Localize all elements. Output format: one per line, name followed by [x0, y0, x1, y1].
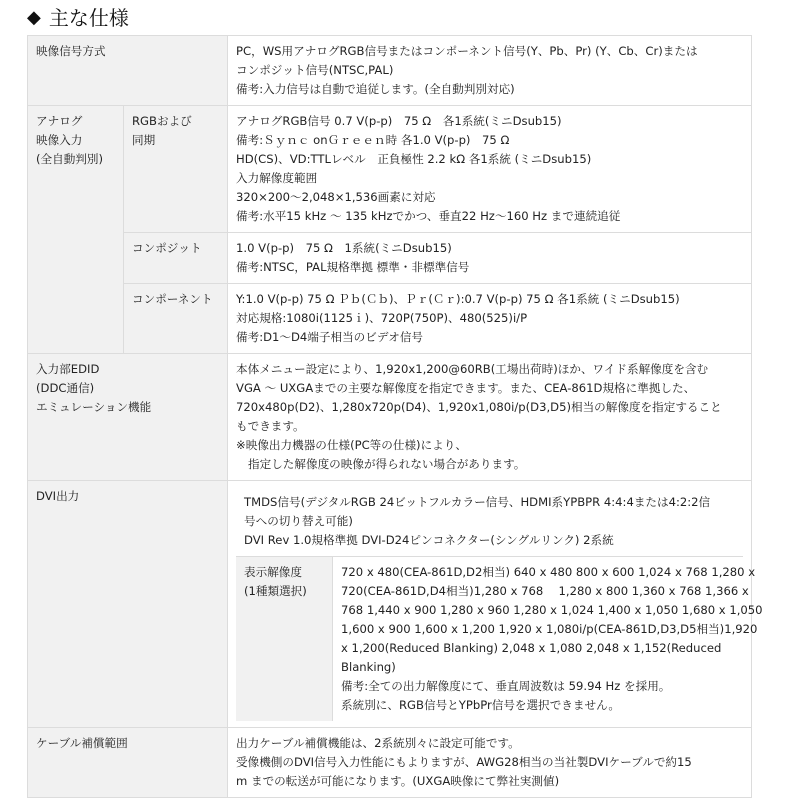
label-text: コンポジット — [132, 241, 202, 255]
value-line: 受像機側のDVI信号入力性能にもよりますが、AWG28相当の当社製DVIケーブルで約15 — [236, 755, 692, 769]
value-line: 720 x 480(CEA-861D,D2相当) 640 x 480 800 x 600 1,024 x 768 1,280 x — [341, 565, 756, 579]
label-text: ケーブル補償範囲 — [36, 736, 128, 750]
value-line: VGA 〜 UXGAまでの主要な解像度を指定できます。また、CEA-861D規格に準拠した、 — [236, 381, 696, 395]
label-text: DVI出力 — [36, 489, 80, 503]
spec-row-video-signal — [28, 36, 752, 106]
sub-label — [124, 284, 228, 354]
section-title-text: 主な仕様 — [48, 6, 129, 30]
label-text: RGBおよび — [132, 114, 192, 128]
value-line: 1,600 x 900 1,600 x 1,200 1,920 x 1,080i/p(CEA-861D,D3,D5相当)1,920 — [341, 622, 758, 636]
row-value — [228, 728, 752, 798]
row-label — [28, 728, 228, 798]
label-text: 同期 — [132, 133, 156, 147]
value-line: コンポジット信号(NTSC,PAL) — [236, 63, 394, 77]
row-value — [333, 557, 763, 722]
value-line: PC，WS用アナログRGB信号またはコンポーネント信号(Y、Pb、Pr) (Y、Cb、Cr)または — [236, 44, 698, 58]
dvi-resolution-row — [236, 557, 743, 722]
value-line: m までの転送が可能になります。(UXGA映像にて弊社実測値) — [236, 774, 560, 788]
value-line: ※映像出力機器の仕様(PC等の仕様)により、 — [236, 438, 467, 452]
sub-label — [124, 233, 228, 284]
value-line: 出力ケーブル補償機能は、2系統別々に設定可能です。 — [236, 736, 520, 750]
value-line: 本体メニュー設定により、1,920x1,200@60RB(工場出荷時)ほか、ワイド系解像度を含む — [236, 362, 709, 376]
label-text: 映像信号方式 — [36, 44, 106, 58]
row-label — [28, 354, 228, 481]
label-text: 入力部EDID — [36, 362, 100, 376]
value-line: 指定した解像度の映像が得られない場合があります。 — [248, 457, 526, 471]
value-line: 対応規格:1080i(1125ｉ)、720P(750P)、480(525)i/P — [236, 311, 528, 325]
value-line: 系統別に、RGB信号とYPbPr信号を選択できません。 — [341, 698, 620, 712]
value-line: 720(CEA-861D,D4相当)1,280 x 768 1,280 x 800 1,360 x 768 1,366 x — [341, 584, 749, 598]
row-label — [28, 36, 228, 106]
spec-table — [27, 35, 763, 798]
label-text: (1種類選択) — [244, 584, 307, 598]
value-line: 備考:Ｓｙｎｃ onＧｒｅｅｎ時 各1.0 V(p-p) 75 Ω — [236, 133, 510, 147]
sub-label — [236, 557, 333, 722]
spec-row-cable — [28, 728, 752, 798]
value-line: x 1,200(Reduced Blanking) 2,048 x 1,080 2,048 x 1,152(Reduced — [341, 641, 722, 655]
value-line: TMDS信号(デジタルRGB 24ビットフルカラー信号、HDMI系YPBPR 4:4:4または4:2:2信 — [244, 495, 711, 509]
value-line: Y:1.0 V(p-p) 75 Ω Ｐｂ(Ｃｂ)、Ｐｒ(Ｃｒ):0.7 V(p-p) 75 Ω 各1系統 (ミニDsub15) — [236, 292, 680, 306]
label-text: コンポーネント — [132, 292, 213, 306]
label-text: 表示解像度 — [244, 565, 302, 579]
value-line: 備考:NTSC，PAL規格準拠 標準・非標準信号 — [236, 260, 470, 274]
value-line: Blanking) — [341, 660, 396, 674]
sub-label — [124, 106, 228, 233]
row-value — [228, 36, 752, 106]
label-text: (DDC通信) — [36, 381, 95, 395]
label-text: アナログ — [36, 114, 83, 128]
value-line: 備考:水平15 kHz 〜 135 kHzでかつ、垂直22 Hz〜160 Hz まで連続追従 — [236, 209, 621, 223]
value-line: DVI Rev 1.0規格準拠 DVI-D24ピンコネクター(シングルリンク) 2系統 — [244, 533, 614, 547]
value-line: 号への切り替え可能) — [244, 514, 353, 528]
value-line: HD(CS)、VD:TTLレベル 正負極性 2.2 kΩ 各1系統 (ミニDsub15) — [236, 152, 592, 166]
diamond-icon: ◆ — [27, 7, 41, 28]
spec-row-analog-composite — [28, 233, 752, 284]
row-label — [28, 481, 228, 728]
spec-row-analog-component — [28, 284, 752, 354]
value-line: 768 1,440 x 900 1,280 x 960 1,280 x 1,024 1,400 x 1,050 1,680 x 1,050 — [341, 603, 763, 617]
row-value — [228, 106, 752, 233]
section-title — [27, 4, 129, 32]
spec-row-edid — [28, 354, 752, 481]
label-text: エミュレーション機能 — [36, 400, 152, 414]
value-line: 入力解像度範囲 — [236, 171, 318, 185]
row-value — [228, 354, 752, 481]
row-value — [228, 284, 752, 354]
value-line: 1.0 V(p-p) 75 Ω 1系統(ミニDsub15) — [236, 241, 452, 255]
dvi-description — [236, 487, 743, 556]
row-value — [228, 481, 763, 728]
row-label — [28, 106, 124, 354]
row-value — [228, 233, 752, 284]
spec-row-dvi-output — [28, 481, 752, 728]
value-line: 備考:入力信号は自動で追従します。(全自動判別対応) — [236, 82, 515, 96]
value-line: 320×200〜2,048×1,536画素に対応 — [236, 190, 436, 204]
value-line: アナログRGB信号 0.7 V(p-p) 75 Ω 各1系統(ミニDsub15) — [236, 114, 562, 128]
value-line: 備考:D1〜D4端子相当のビデオ信号 — [236, 330, 424, 344]
dvi-resolution-table — [236, 556, 763, 721]
spec-row-analog-rgb — [28, 106, 752, 233]
value-line: 720x480p(D2)、1,280x720p(D4)、1,920x1,080i/p(D3,D5)相当の解像度を指定すること — [236, 400, 722, 414]
value-line: 備考:全ての出力解像度にて、垂直周波数は 59.94 Hz を採用。 — [341, 679, 671, 693]
value-line: もできます。 — [236, 419, 305, 433]
label-text: 映像入力 — [36, 133, 83, 147]
label-text: (全自動判別) — [36, 152, 104, 166]
